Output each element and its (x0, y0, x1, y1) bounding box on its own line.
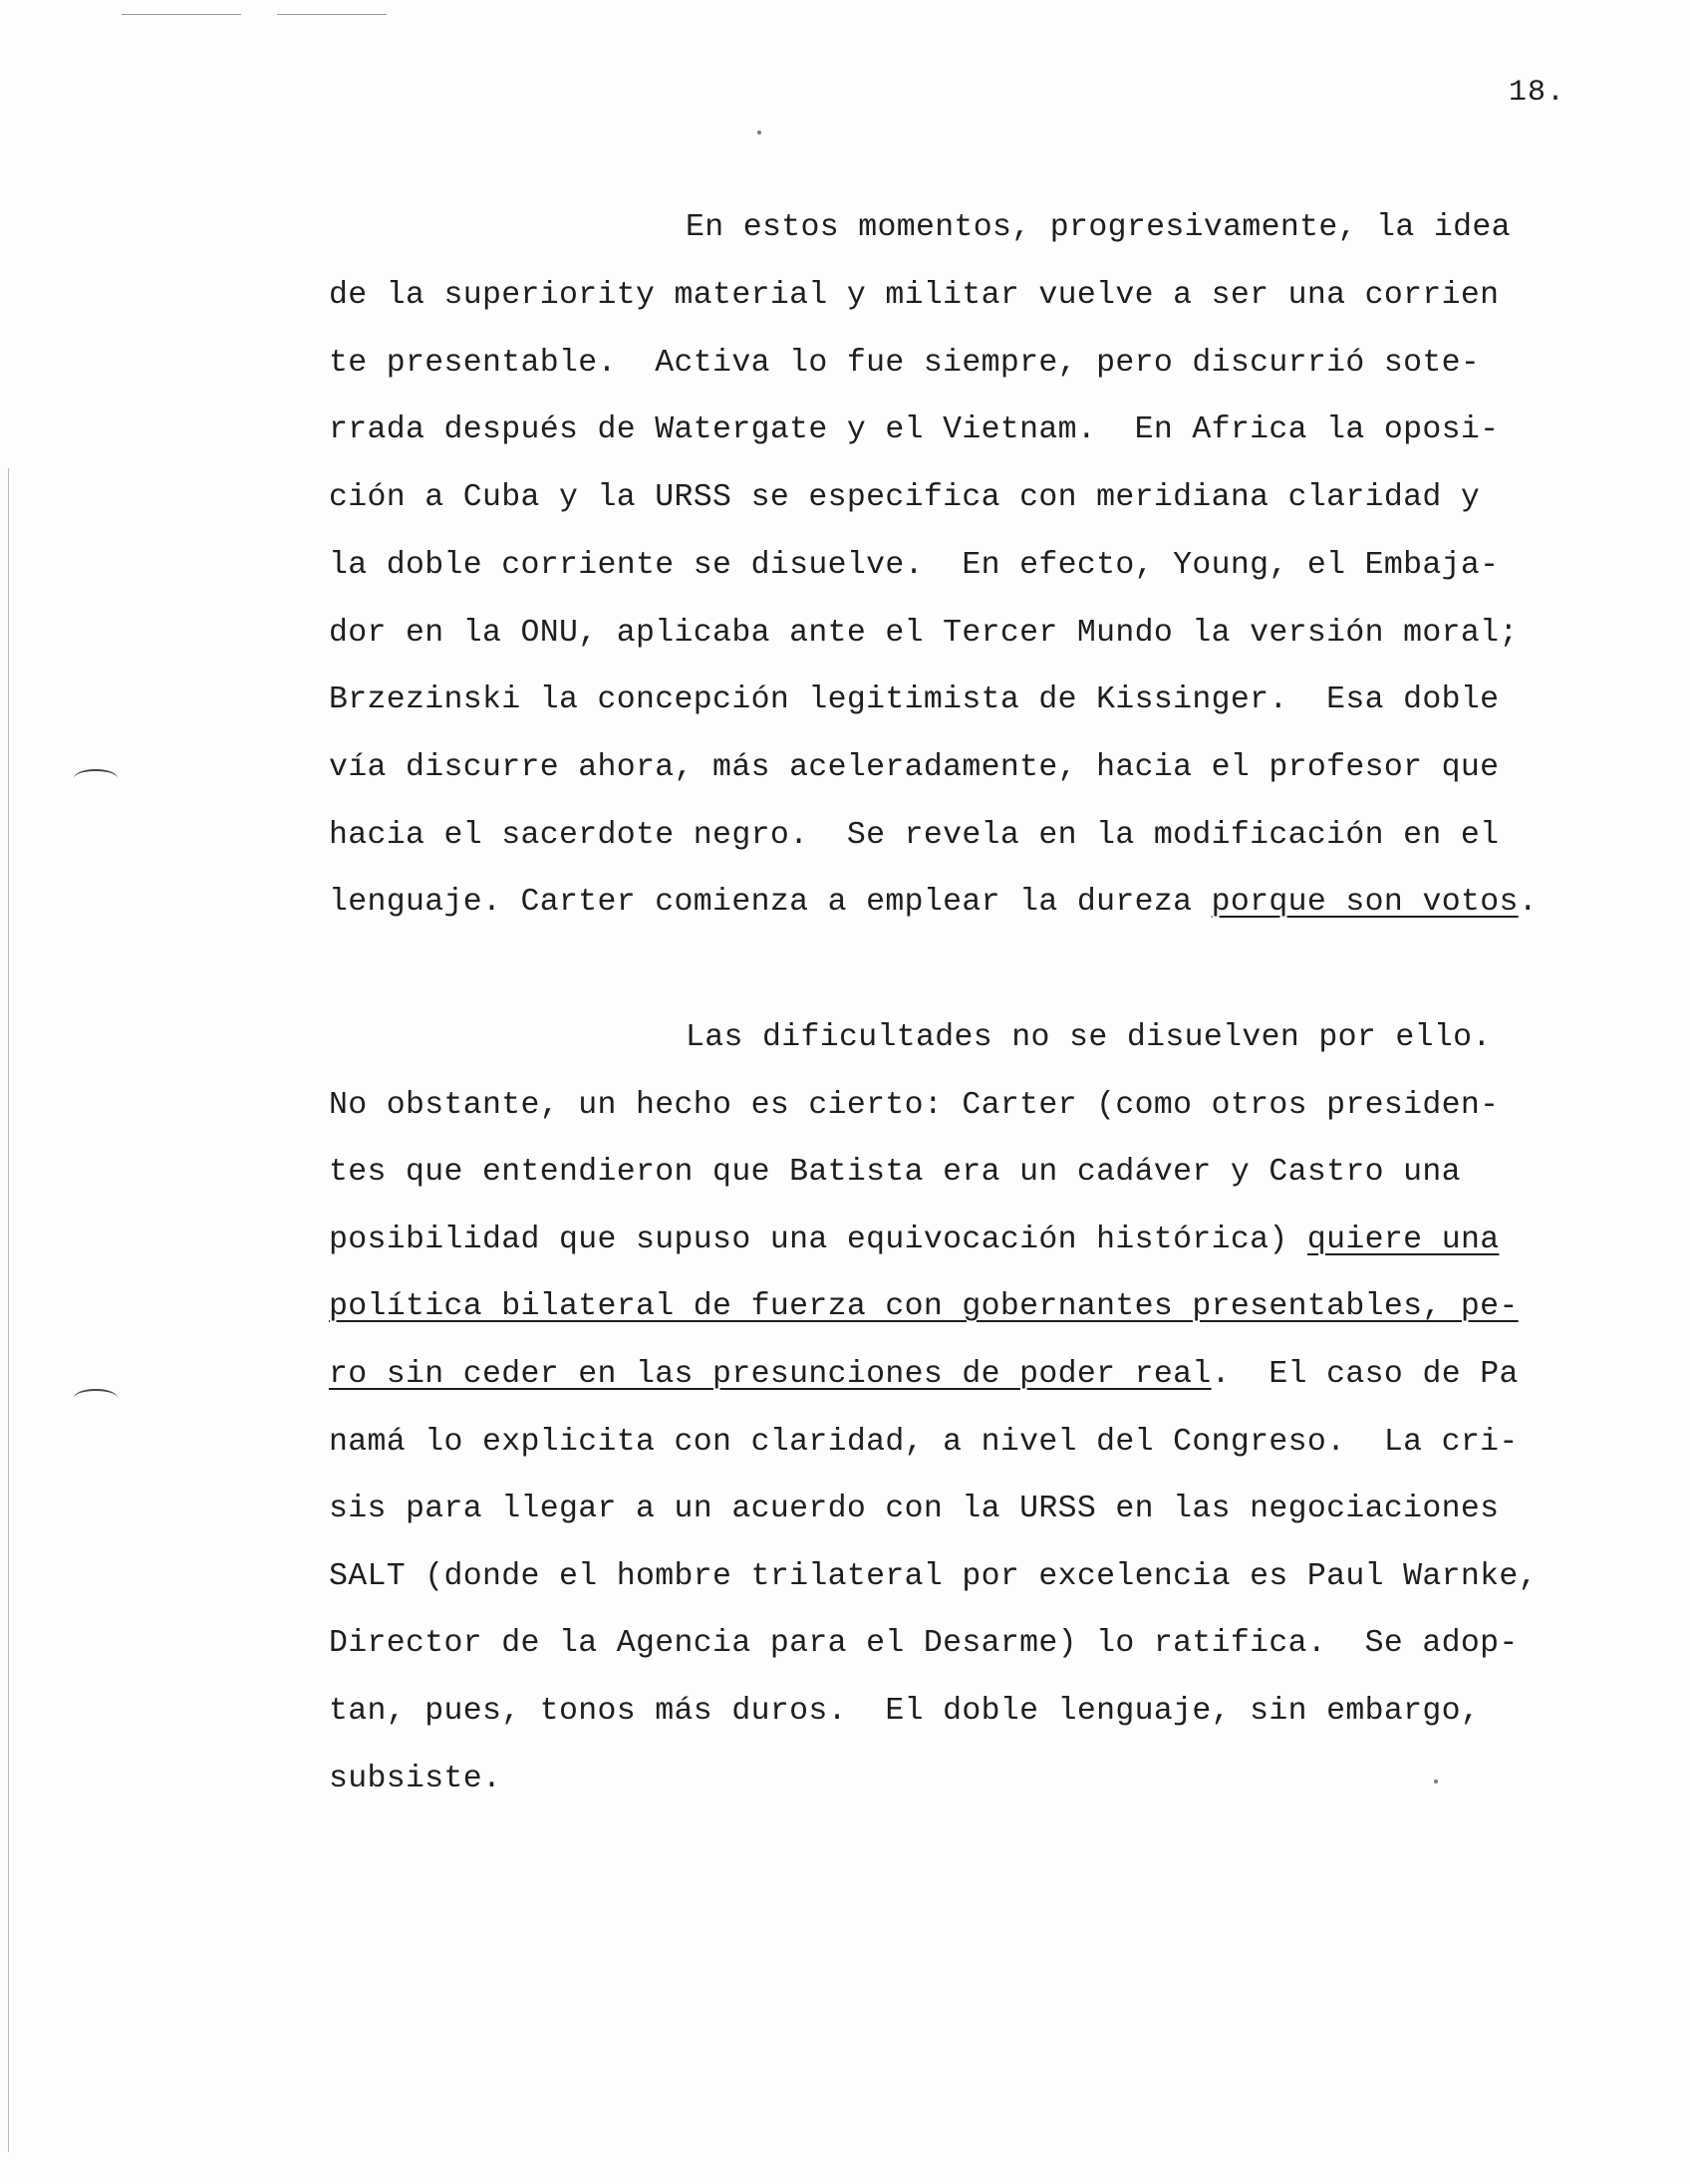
page-number: 18. (1509, 76, 1566, 110)
text-line: hacia el sacerdote negro. Se revela en la modificación en el (329, 818, 1500, 853)
punch-hole-mark (74, 1389, 118, 1407)
text-line: Director de la Agencia para el Desarme) lo ratifica. Se adop- (329, 1626, 1519, 1661)
text-line: ción a Cuba y la URSS se especifica con meridiana claridad y (329, 480, 1481, 515)
text-line: de la superiority material y militar vuelve a ser una corrien (329, 278, 1500, 313)
text-line: rrada después de Watergate y el Vietnam. En Africa la oposi- (329, 412, 1500, 447)
text-line: Brzezinski la concepción legitimista de Kissinger. Esa doble (329, 682, 1500, 717)
underlined-text: quiere una (1306, 1223, 1500, 1257)
scan-speck (1434, 1779, 1438, 1783)
text-line: te presentable. Activa lo fue siempre, pero discurrió sote- (329, 346, 1481, 381)
top-scan-rule (122, 14, 241, 15)
text-line: tan, pues, tonos más duros. El doble lenguaje, sin embargo, (329, 1694, 1481, 1729)
text-line: SALT (donde el hombre trilateral por excelencia es Paul Warnke, (329, 1559, 1538, 1594)
underlined-text: política bilateral de fuerza con gobernantes presentables, pe- (329, 1289, 1519, 1324)
underlined-text: ro sin ceder en las presunciones de poder real (329, 1357, 1212, 1392)
text-segment: . (1518, 885, 1538, 920)
text-line: sis para llegar a un acuerdo con la URSS en las negociaciones (329, 1492, 1500, 1526)
text-line: No obstante, un hecho es cierto: Carter (como otros presiden- (329, 1088, 1500, 1123)
text-line: la doble corriente se disuelve. En efecto, Young, el Embaja- (329, 548, 1500, 583)
text-line (329, 1221, 1499, 1260)
scan-margin-line (8, 468, 9, 2152)
text-line: tes que entendieron que Batista era un cadáver y Castro una (329, 1155, 1461, 1190)
text-line: Las dificultades no se disuelven por ello. (686, 1020, 1492, 1055)
text-segment: posibilidad que supuso una equivocación histórica) (329, 1223, 1307, 1257)
text-line: En estos momentos, progresivamente, la idea (686, 210, 1511, 245)
text-line: vía discurre ahora, más aceleradamente, hacia el profesor que (329, 750, 1500, 785)
text-line: dor en la ONU, aplicaba ante el Tercer Mundo la versión moral; (329, 616, 1519, 651)
text-line (329, 883, 1538, 923)
text-line (329, 1287, 1519, 1327)
scan-speck (757, 131, 761, 135)
text-line (329, 1355, 1519, 1395)
text-line: namá lo explicita con claridad, a nivel del Congreso. La cri- (329, 1425, 1519, 1460)
top-scan-rule (277, 14, 387, 15)
text-line: subsiste. (329, 1762, 502, 1796)
text-segment: . El caso de Pa (1211, 1357, 1519, 1392)
punch-hole-mark (74, 769, 118, 787)
text-segment: lenguaje. Carter comienza a emplear la dureza (329, 885, 1212, 920)
underlined-text: porque son votos (1211, 885, 1519, 920)
